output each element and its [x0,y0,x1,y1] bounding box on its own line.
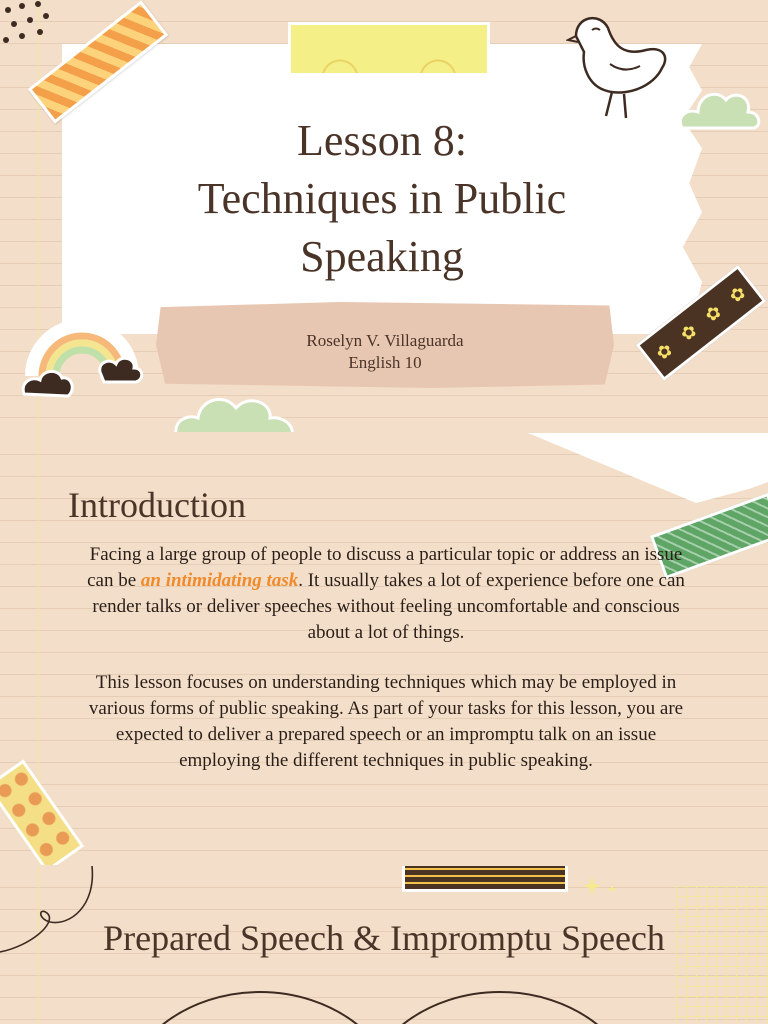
subject-name: English 10 [348,353,422,372]
paragraph-text: Facing a large group of people to discuss a particular topic or address an issue can be [87,544,683,591]
flower-icon: ✿ [725,281,750,307]
white-paper [528,433,768,503]
flower-icon: ✿ [700,300,726,326]
emphasis-text: an intimidating task [140,570,299,591]
sparkle-icon [578,870,624,900]
rainbow-icon [18,306,150,406]
flower-icon: ✿ [676,319,701,345]
flower-icon: ✿ [651,338,677,364]
intro-paragraph-2: This lesson focuses on understanding techniques which may be employed in various forms of public speaking. As part of your tasks for this lesson, you are expected to deliver a prepared speech or an impromptu talk on an issue employing the different techniques in public speaking. [88,672,684,771]
title-line-2: Techniques in Public [197,174,567,223]
author-name: Roselyn V. Villaguarda [306,331,464,350]
dotted-tape [0,759,84,865]
wave-tape [402,866,568,892]
section-heading: Prepared Speech & Impromptu Speech [103,918,665,958]
dots-icon [0,0,60,60]
cloud-icon [172,384,298,432]
intro-paragraph-1 [84,542,688,646]
lesson-title [62,112,702,286]
yellow-tape [288,22,490,76]
title-line-3: Speaking [300,232,464,281]
venn-diagram [100,978,660,1024]
title-line-1: Lesson 8: [297,116,467,165]
speech-types-slide [0,866,768,1024]
paragraph-text: . It usually takes a lot of experience before one can render talks or deliver speeches without feeling uncomfortable and conscious about a lot of things. [92,570,685,643]
introduction-slide [0,433,768,865]
bird-icon [566,6,676,126]
author-block [156,330,614,374]
title-slide [0,0,768,432]
section-heading: Introduction [68,485,246,525]
